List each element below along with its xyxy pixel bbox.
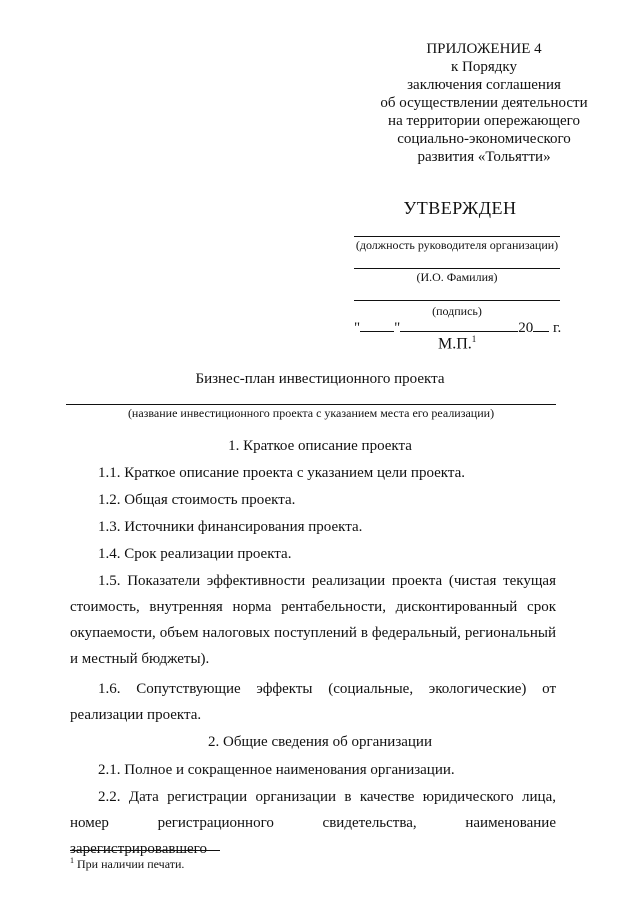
list-item: 2.2. Дата регистрации организации в качестве юридического лица, номер регистрационного свидетельства, наименование зарегистрировавшего (70, 789, 556, 857)
footnote (70, 856, 184, 872)
date-open-quote: " (354, 320, 361, 336)
name-signature-line (354, 268, 560, 269)
footnote-separator (70, 850, 220, 851)
approval-title: УТВЕРЖДЕН (403, 198, 517, 218)
section-heading: 1. Краткое описание проекта (228, 438, 412, 454)
name-caption: (И.О. Фамилия) (416, 270, 498, 284)
appendix-line: об осуществлении деятельности (380, 95, 588, 111)
business-plan-title: Бизнес-план инвестиционного проекта (195, 371, 445, 387)
project-name-caption: (название инвестиционного проекта с указанием места его реализации) (127, 406, 495, 420)
stamp-label: М.П. (438, 335, 472, 353)
stamp-footnote-mark: 1 (471, 334, 477, 344)
signature-caption: (подпись) (432, 304, 482, 318)
list-item: 2.1. Полное и сокращенное наименования организации. (98, 762, 455, 778)
appendix-line: социально-экономического (397, 131, 571, 147)
month-blank (400, 317, 518, 332)
project-name-line (66, 404, 556, 405)
day-blank (360, 317, 394, 332)
appendix-line: к Порядку (451, 59, 517, 75)
section-heading: 2. Общие сведения об организации (208, 734, 432, 750)
appendix-line: ПРИЛОЖЕНИЕ 4 (426, 41, 542, 57)
position-signature-line (354, 236, 560, 237)
position-caption: (должность руководителя организации) (355, 238, 559, 252)
list-item: 1.4. Срок реализации проекта. (98, 546, 292, 562)
date-year-suffix: г. (553, 320, 562, 336)
year-blank (533, 317, 549, 332)
footnote-text: При наличии печати. (77, 857, 185, 871)
date-year-prefix: 20 (518, 320, 534, 336)
list-item: 1.1. Краткое описание проекта с указанием цели проекта. (98, 465, 466, 481)
stamp-place (438, 334, 476, 353)
appendix-header (368, 40, 600, 166)
list-item: 1.2. Общая стоимость проекта. (98, 492, 296, 508)
list-item: 1.3. Источники финансирования проекта. (98, 519, 363, 535)
date-close-quote: " (394, 320, 401, 336)
appendix-line: на территории опережающего (388, 113, 580, 129)
signature-line (354, 300, 560, 301)
list-item: 1.5. Показатели эффективности реализации проекта (чистая текущая стоимость, внутренняя норма рентабельности, дисконтированный срок окупаемости, объем налоговых поступлений в федеральный, региональный и местный бюджеты). (70, 573, 556, 667)
appendix-line: развития «Тольятти» (417, 149, 551, 165)
list-item: 1.6. Сопутствующие эффекты (социальные, экологические) от реализации проекта. (70, 681, 556, 723)
footnote-mark: 1 (70, 856, 74, 865)
appendix-line: заключения соглашения (407, 77, 561, 93)
